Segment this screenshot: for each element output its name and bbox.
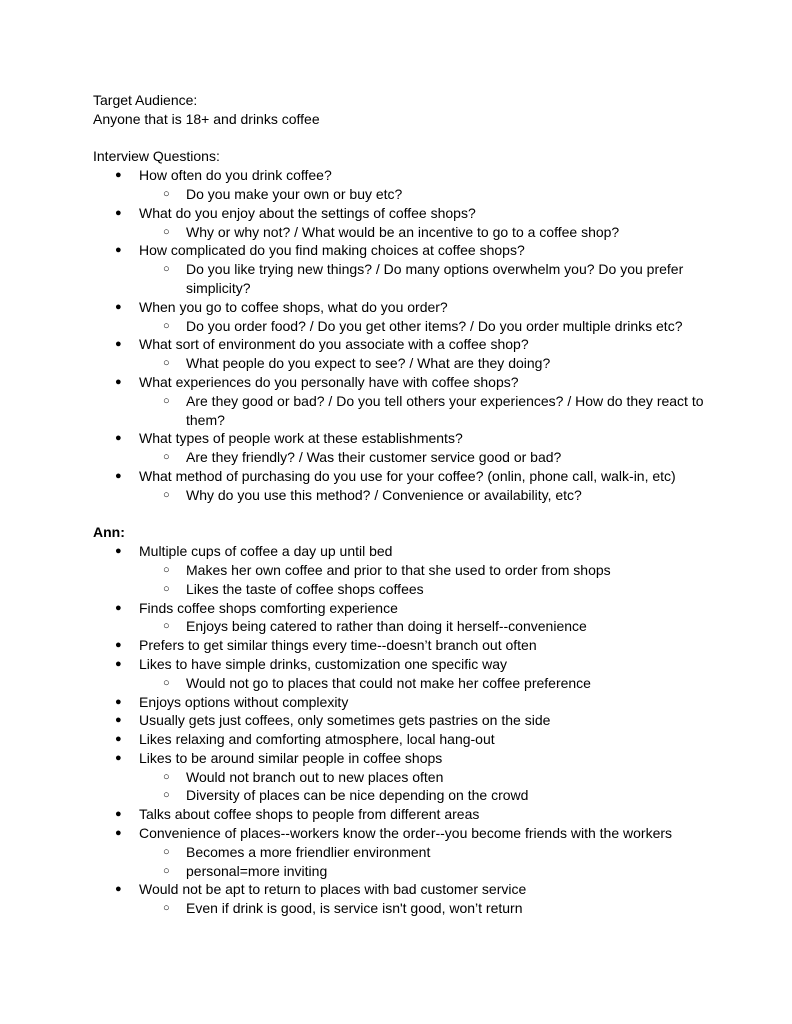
spacer xyxy=(93,505,712,524)
ann-note-subitem: ○ Enjoys being catered to rather than doing it herself--convenience xyxy=(93,617,712,636)
ann-note-item: ● Would not be apt to return to places with bad customer service xyxy=(93,880,712,899)
question-subitem: ○ Are they good or bad? / Do you tell others your experiences? / How do they react to them? xyxy=(93,392,712,430)
ann-note-item: ● Enjoys options without complexity xyxy=(93,693,712,712)
question-subitem: ○ Do you like trying new things? / Do many options overwhelm you? Do you prefer simplicity? xyxy=(93,260,712,298)
question-subitem: ○ Are they friendly? / Was their customer service good or bad? xyxy=(93,448,712,467)
ann-note-item: ● Multiple cups of coffee a day up until bed xyxy=(93,542,712,561)
ann-note-subitem: ○ personal=more inviting xyxy=(93,862,712,881)
ann-note-subitem: ○ Becomes a more friendlier environment xyxy=(93,843,712,862)
ann-note-item: ● Usually gets just coffees, only sometimes gets pastries on the side xyxy=(93,711,712,730)
question-item: ● How complicated do you find making choices at coffee shops? xyxy=(93,241,712,260)
ann-note-item: ● Convenience of places--workers know the order--you become friends with the workers xyxy=(93,824,712,843)
ann-note-item: ● Prefers to get similar things every time--doesn’t branch out often xyxy=(93,636,712,655)
ann-heading: Ann: xyxy=(93,524,125,541)
ann-note-item: ● Likes relaxing and comforting atmosphere, local hang-out xyxy=(93,730,712,749)
interview-questions-list xyxy=(93,166,712,504)
question-item: ● What sort of environment do you associate with a coffee shop? xyxy=(93,335,712,354)
ann-notes-list xyxy=(93,542,712,918)
question-item: ● What types of people work at these establishments? xyxy=(93,429,712,448)
question-item: ● When you go to coffee shops, what do you order? xyxy=(93,298,712,317)
question-item: ● What method of purchasing do you use for your coffee? (onlin, phone call, walk-in, etc) xyxy=(93,467,712,486)
ann-note-item: ● Likes to have simple drinks, customization one specific way xyxy=(93,655,712,674)
ann-note-subitem: ○ Likes the taste of coffee shops coffees xyxy=(93,580,712,599)
question-item: ● What do you enjoy about the settings of coffee shops? xyxy=(93,204,712,223)
target-audience-value: Anyone that is 18+ and drinks coffee xyxy=(93,110,320,127)
ann-note-subitem: ○ Even if drink is good, is service isn't good, won’t return xyxy=(93,899,712,918)
question-subitem: ○ Do you order food? / Do you get other items? / Do you order multiple drinks etc? xyxy=(93,317,712,336)
question-subitem: ○ Why do you use this method? / Convenience or availability, etc? xyxy=(93,486,712,505)
question-subitem: ○ What people do you expect to see? / What are they doing? xyxy=(93,354,712,373)
interview-questions-heading: Interview Questions: xyxy=(93,148,220,165)
ann-note-subitem: ○ Would not go to places that could not make her coffee preference xyxy=(93,674,712,693)
spacer xyxy=(93,129,712,148)
ann-note-subitem: ○ Diversity of places can be nice depending on the crowd xyxy=(93,786,712,805)
ann-note-item: ● Likes to be around similar people in coffee shops xyxy=(93,749,712,768)
ann-note-subitem: ○ Would not branch out to new places often xyxy=(93,768,712,787)
ann-note-item: ● Finds coffee shops comforting experience xyxy=(93,599,712,618)
question-subitem: ○ Why or why not? / What would be an incentive to go to a coffee shop? xyxy=(93,223,712,242)
question-subitem: ○ Do you make your own or buy etc? xyxy=(93,185,712,204)
target-audience-heading: Target Audience: xyxy=(93,92,198,108)
ann-note-subitem: ○ Makes her own coffee and prior to that she used to order from shops xyxy=(93,561,712,580)
question-item: ● What experiences do you personally have with coffee shops? xyxy=(93,373,712,392)
question-item: ● How often do you drink coffee? xyxy=(93,166,712,185)
ann-note-item: ● Talks about coffee shops to people from different areas xyxy=(93,805,712,824)
